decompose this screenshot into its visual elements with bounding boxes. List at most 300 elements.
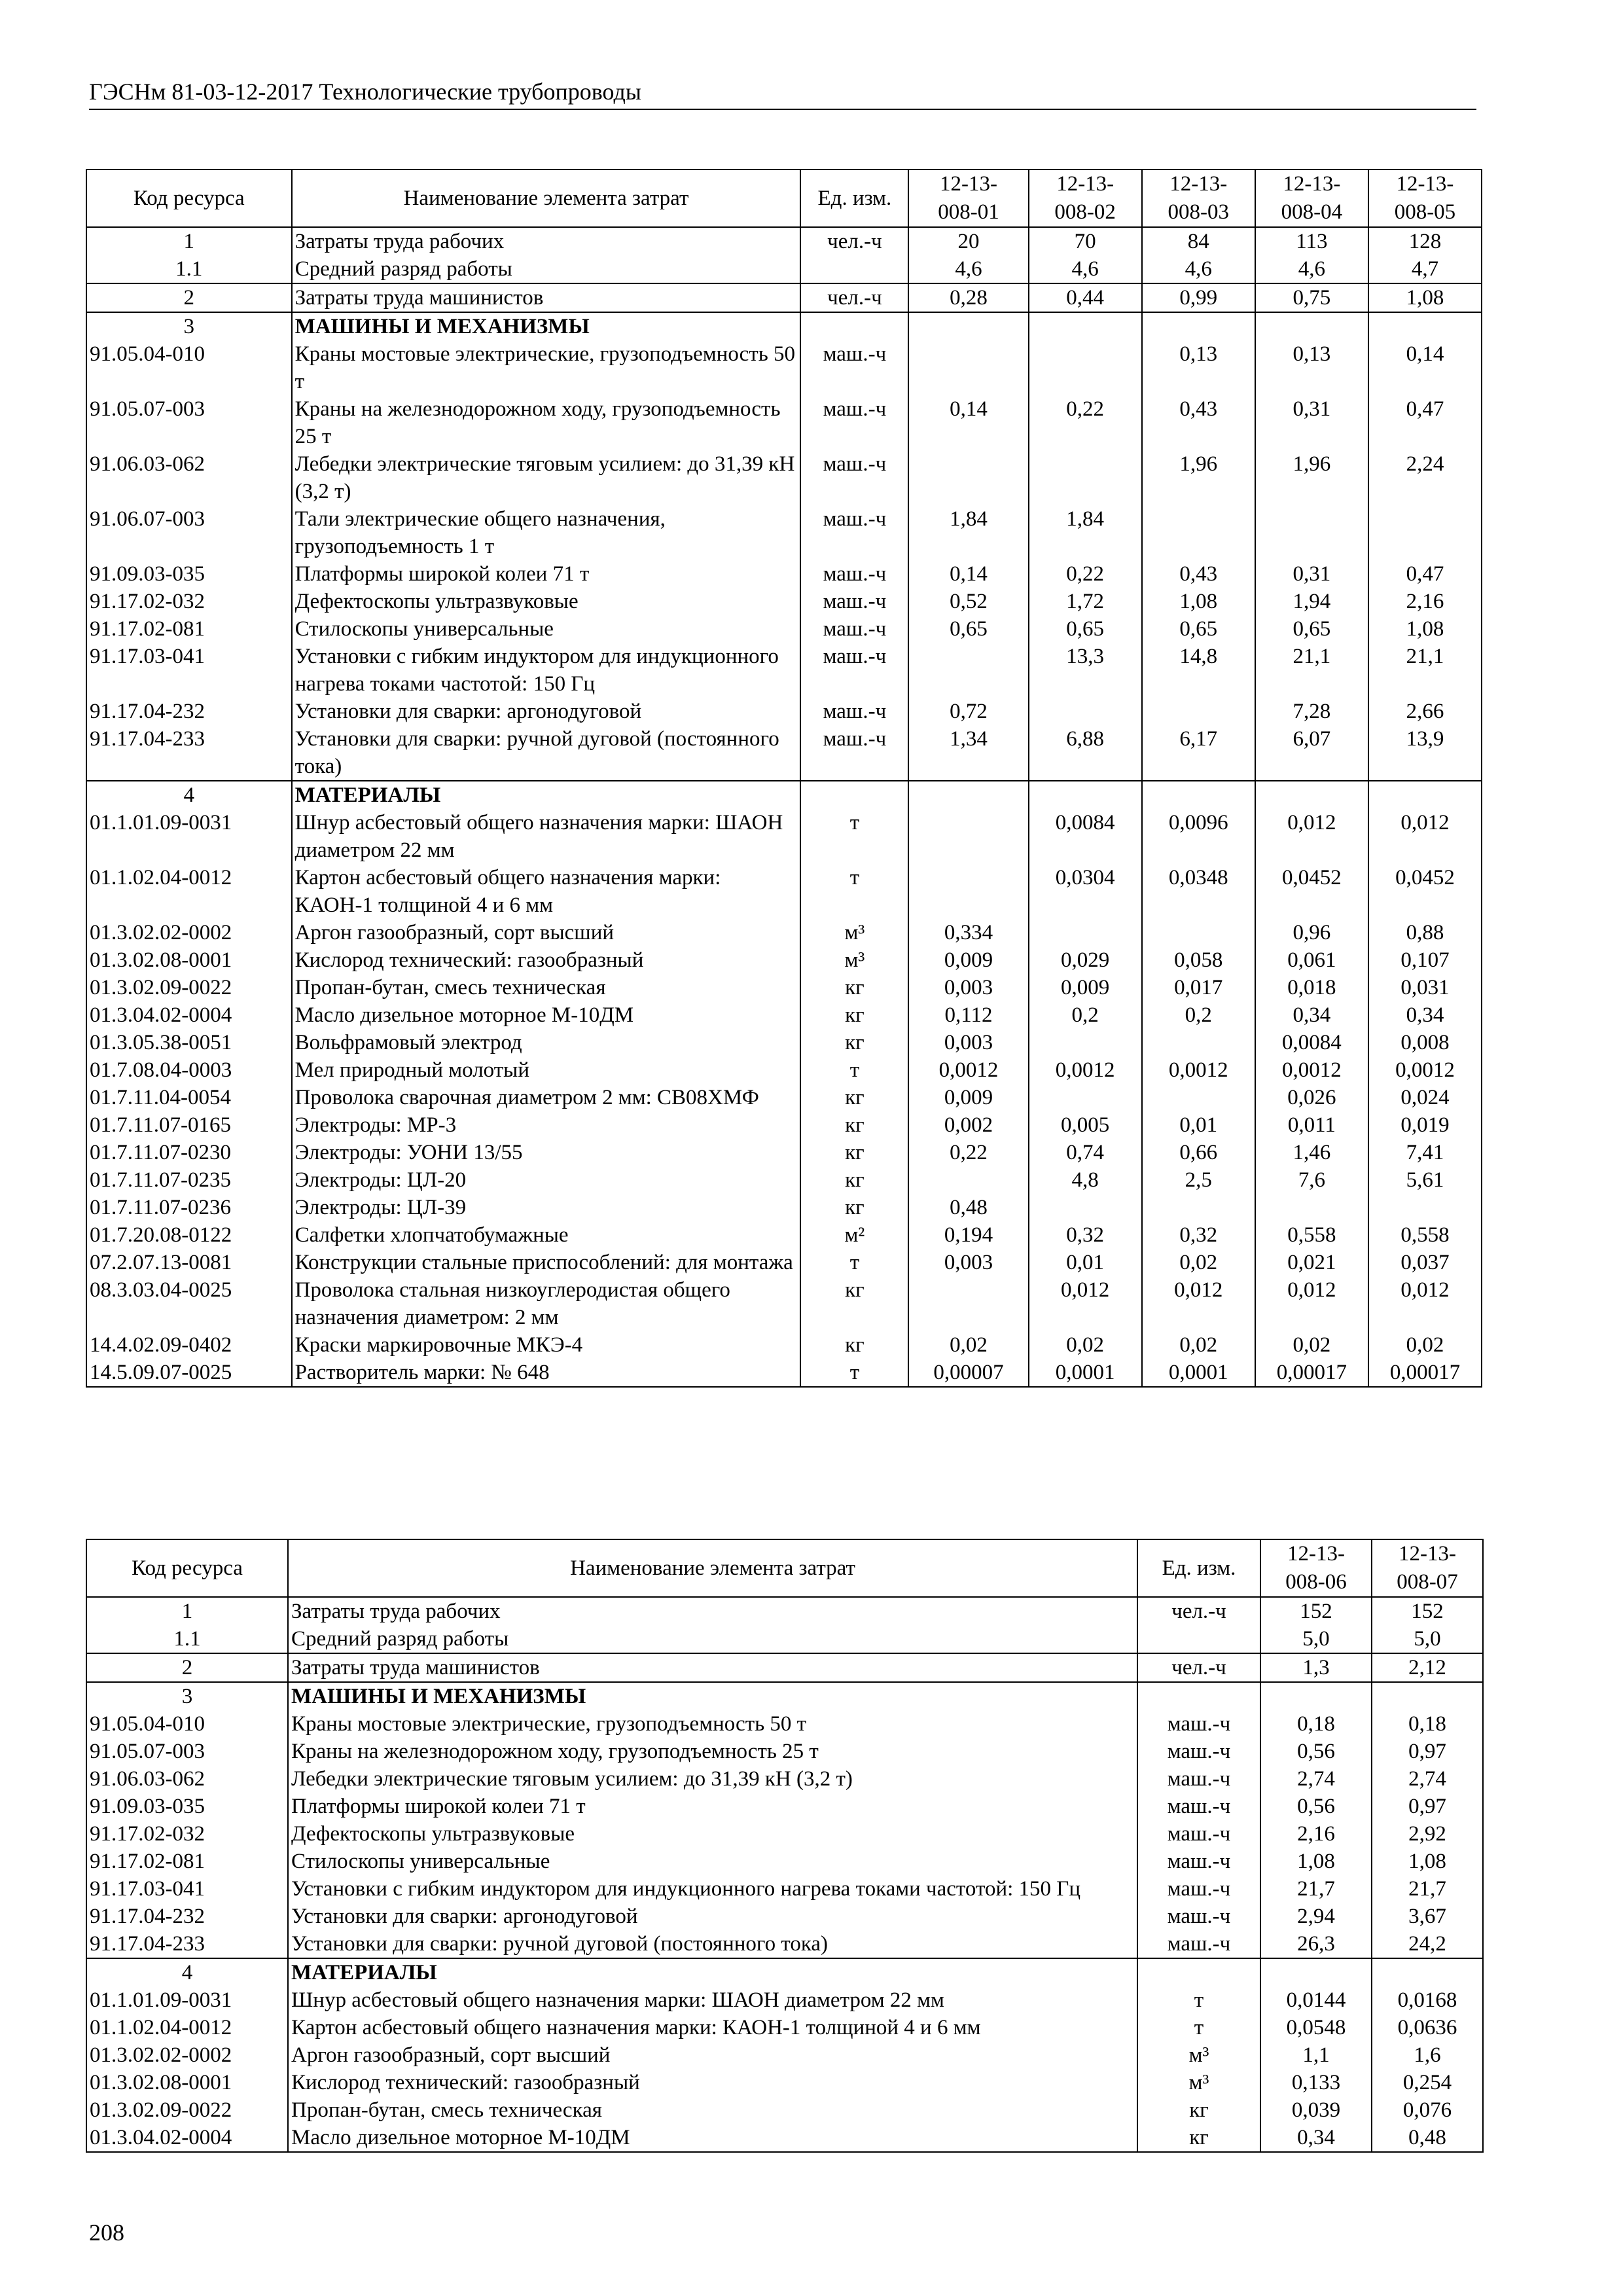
norm-value: 0,96: [1255, 919, 1368, 946]
resource-code: 1.1: [86, 255, 292, 283]
norm-value: 0,0636: [1372, 2014, 1483, 2041]
norm-value: [1255, 1194, 1368, 1221]
cost-element-name: Затраты труда машинистов: [292, 283, 801, 312]
cost-element-name: Мел природный молотый: [292, 1056, 801, 1084]
resource-code: 01.1.02.04-0012: [86, 2014, 288, 2041]
unit: кг: [800, 974, 908, 1001]
norm-value: [1029, 781, 1142, 809]
norm-value: 0,026: [1255, 1084, 1368, 1111]
cost-element-name: Проволока сварочная диаметром 2 мм: СВ08ХМФ: [292, 1084, 801, 1111]
norm-value: 0,47: [1368, 395, 1482, 450]
norm-value: 0,31: [1255, 560, 1368, 588]
cost-element-name: Электроды: МР-3: [292, 1111, 801, 1139]
cost-element-name: Платформы широкой колеи 71 т: [292, 560, 801, 588]
norm-value: 0,029: [1029, 946, 1142, 974]
cost-element-name: Картон асбестовый общего назначения марки: КАОН-1 толщиной 4 и 6 мм: [292, 864, 801, 919]
norm-value: 26,3: [1260, 1930, 1372, 1958]
norm-value: 0,012: [1142, 1276, 1255, 1331]
norm-value: [908, 864, 1028, 919]
norm-value: 0,0084: [1255, 1029, 1368, 1056]
norm-value: 6,07: [1255, 725, 1368, 781]
unit: м³: [800, 919, 908, 946]
unit: кг: [1137, 2096, 1260, 2124]
norm-value: [1368, 781, 1482, 809]
unit: кг: [800, 1331, 908, 1359]
resource-code: 91.06.03-062: [86, 450, 292, 505]
section-row: [86, 1682, 1483, 1710]
norm-value: 70: [1029, 227, 1142, 255]
cost-element-name: Краны мостовые электрические, грузоподъемность 50 т: [292, 340, 801, 395]
norm-value: 0,00017: [1255, 1359, 1368, 1387]
norm-value: 0,13: [1255, 340, 1368, 395]
unit: м³: [1137, 2041, 1260, 2069]
norm-value: 2,66: [1368, 698, 1482, 725]
norm-value: 0,32: [1029, 1221, 1142, 1249]
norm-value: 0,14: [908, 395, 1028, 450]
norm-value: 0,02: [1255, 1331, 1368, 1359]
unit: [800, 781, 908, 809]
resource-code: 91.17.04-232: [86, 698, 292, 725]
resource-code: 91.05.04-010: [86, 340, 292, 395]
resource-code: 91.06.07-003: [86, 505, 292, 560]
norm-value: 0,076: [1372, 2096, 1483, 2124]
unit: кг: [800, 1029, 908, 1056]
col-header-norm: 12-13- 008-07: [1372, 1539, 1483, 1597]
table-row: [86, 946, 1482, 974]
resource-code: 91.05.04-010: [86, 1710, 288, 1738]
col-header-norm: 12-13- 008-06: [1260, 1539, 1372, 1597]
cost-element-name: Стилоскопы универсальные: [292, 615, 801, 643]
resource-code: 91.09.03-035: [86, 1793, 288, 1820]
norm-value: [908, 643, 1028, 698]
resource-code: 01.1.01.09-0031: [86, 1986, 288, 2014]
norm-value: 4,6: [1142, 255, 1255, 283]
norm-value: 0,012: [1029, 1276, 1142, 1331]
unit: кг: [800, 1139, 908, 1166]
norm-value: 0,012: [1255, 809, 1368, 864]
norm-value: 0,009: [908, 1084, 1028, 1111]
resource-code: 91.17.04-232: [86, 1903, 288, 1930]
resource-code: 91.17.02-081: [86, 615, 292, 643]
norm-value: [1029, 698, 1142, 725]
unit: [800, 255, 908, 283]
cost-element-name: МАТЕРИАЛЫ: [288, 1958, 1137, 1986]
norm-value: 0,00007: [908, 1359, 1028, 1387]
cost-element-name: Тали электрические общего назначения, грузоподъемность 1 т: [292, 505, 801, 560]
norm-value: 2,74: [1372, 1765, 1483, 1793]
cost-element-name: Шнур асбестовый общего назначения марки: ШАОН диаметром 22 мм: [292, 809, 801, 864]
norm-value: 0,01: [1029, 1249, 1142, 1276]
table-row: [86, 1249, 1482, 1276]
norm-value: 1,96: [1255, 450, 1368, 505]
resource-code: 01.3.02.02-0002: [86, 2041, 288, 2069]
norm-value: 0,558: [1255, 1221, 1368, 1249]
col-header-name: Наименование элемента затрат: [292, 170, 801, 227]
resource-code: 14.4.02.09-0402: [86, 1331, 292, 1359]
resource-code: 3: [86, 1682, 288, 1710]
cost-element-name: Затраты труда рабочих: [292, 227, 801, 255]
norm-value: 0,14: [908, 560, 1028, 588]
table-row: [86, 919, 1482, 946]
norm-value: 13,3: [1029, 643, 1142, 698]
norm-value: 0,009: [1029, 974, 1142, 1001]
norm-value: 0,48: [1372, 2124, 1483, 2152]
table-row: [86, 2124, 1483, 2152]
norm-value: 0,18: [1260, 1710, 1372, 1738]
table-row: [86, 698, 1482, 725]
norm-value: [1142, 698, 1255, 725]
norm-value: 7,41: [1368, 1139, 1482, 1166]
norm-value: 0,0348: [1142, 864, 1255, 919]
norm-value: 1,08: [1372, 1848, 1483, 1875]
norm-value: 5,0: [1372, 1625, 1483, 1653]
unit: [1137, 1625, 1260, 1653]
norm-value: 0,0548: [1260, 2014, 1372, 2041]
norm-value: 0,72: [908, 698, 1028, 725]
resource-code: 01.7.11.07-0236: [86, 1194, 292, 1221]
table-row: [86, 588, 1482, 615]
norm-value: 21,7: [1372, 1875, 1483, 1903]
resource-code: 01.1.01.09-0031: [86, 809, 292, 864]
norm-value: 0,0168: [1372, 1986, 1483, 2014]
table-row: [86, 1710, 1483, 1738]
norm-value: [908, 781, 1028, 809]
cost-element-name: Картон асбестовый общего назначения марки: КАОН-1 толщиной 4 и 6 мм: [288, 2014, 1137, 2041]
norm-value: 0,47: [1368, 560, 1482, 588]
norm-value: 0,039: [1260, 2096, 1372, 2124]
table-row: [86, 1359, 1482, 1387]
cost-element-name: Конструкции стальные приспособлений: для монтажа: [292, 1249, 801, 1276]
resource-code: 91.17.03-041: [86, 1875, 288, 1903]
norm-value: [908, 312, 1028, 340]
norm-value: [1142, 1084, 1255, 1111]
resource-code: 01.3.05.38-0051: [86, 1029, 292, 1056]
table-row: [86, 1848, 1483, 1875]
cost-element-name: Растворитель марки: № 648: [292, 1359, 801, 1387]
resource-code: 01.7.11.04-0054: [86, 1084, 292, 1111]
norm-value: [1029, 450, 1142, 505]
cost-element-name: Затраты труда рабочих: [288, 1597, 1137, 1625]
table-row: [86, 1765, 1483, 1793]
norm-value: [1029, 1194, 1142, 1221]
norm-value: 0,0084: [1029, 809, 1142, 864]
cost-element-name: Дефектоскопы ультразвуковые: [288, 1820, 1137, 1848]
cost-element-name: Кислород технический: газообразный: [292, 946, 801, 974]
norm-value: [1372, 1682, 1483, 1710]
unit: чел.-ч: [800, 283, 908, 312]
norm-value: [1029, 312, 1142, 340]
unit: м³: [800, 946, 908, 974]
cost-element-name: Пропан-бутан, смесь техническая: [288, 2096, 1137, 2124]
section-row: [86, 283, 1482, 312]
resource-code: 91.05.07-003: [86, 395, 292, 450]
norm-value: 0,012: [1255, 1276, 1368, 1331]
resource-code: 1: [86, 1597, 288, 1625]
norm-value: [1368, 312, 1482, 340]
norm-value: 0,008: [1368, 1029, 1482, 1056]
norm-value: 0,22: [1029, 395, 1142, 450]
norm-value: 1,94: [1255, 588, 1368, 615]
norm-value: 0,97: [1372, 1738, 1483, 1765]
cost-element-name: Краны на железнодорожном ходу, грузоподъемность 25 т: [288, 1738, 1137, 1765]
table-row: [86, 395, 1482, 450]
table-row: [86, 1331, 1482, 1359]
cost-element-name: Электроды: УОНИ 13/55: [292, 1139, 801, 1166]
unit: т: [800, 809, 908, 864]
unit: маш.-ч: [800, 340, 908, 395]
cost-element-name: Установки для сварки: ручной дуговой (постоянного тока): [292, 725, 801, 781]
norm-value: 0,97: [1372, 1793, 1483, 1820]
col-header-name: Наименование элемента затрат: [288, 1539, 1137, 1597]
cost-element-name: Вольфрамовый электрод: [292, 1029, 801, 1056]
norm-value: 0,002: [908, 1111, 1028, 1139]
table-row: [86, 450, 1482, 505]
resource-code: 01.7.20.08-0122: [86, 1221, 292, 1249]
section-row: [86, 312, 1482, 340]
norm-value: 0,56: [1260, 1738, 1372, 1765]
cost-element-name: Лебедки электрические тяговым усилием: до 31,39 кН (3,2 т): [288, 1765, 1137, 1793]
norm-value: 0,32: [1142, 1221, 1255, 1249]
unit: маш.-ч: [800, 725, 908, 781]
resource-code: 01.3.04.02-0004: [86, 2124, 288, 2152]
resource-code: 91.05.07-003: [86, 1738, 288, 1765]
norm-value: 1,3: [1260, 1653, 1372, 1682]
norm-value: 2,74: [1260, 1765, 1372, 1793]
unit: чел.-ч: [1137, 1597, 1260, 1625]
norm-value: 0,31: [1255, 395, 1368, 450]
norm-value: 0,0001: [1142, 1359, 1255, 1387]
table-row: [86, 1084, 1482, 1111]
norm-value: 0,65: [1255, 615, 1368, 643]
unit: маш.-ч: [1137, 1875, 1260, 1903]
cost-element-name: Краски маркировочные МКЭ-4: [292, 1331, 801, 1359]
resource-code: 1.1: [86, 1625, 288, 1653]
resource-code: 01.7.11.07-0235: [86, 1166, 292, 1194]
norm-value: 0,65: [908, 615, 1028, 643]
header-row: [86, 1539, 1483, 1597]
cost-element-name: Дефектоскопы ультразвуковые: [292, 588, 801, 615]
norm-value: 1,84: [1029, 505, 1142, 560]
table-row: [86, 255, 1482, 283]
unit: маш.-ч: [800, 560, 908, 588]
norm-value: 0,99: [1142, 283, 1255, 312]
cost-element-name: Проволока стальная низкоуглеродистая общего назначения диаметром: 2 мм: [292, 1276, 801, 1331]
norm-value: 2,94: [1260, 1903, 1372, 1930]
resource-code: 08.3.03.04-0025: [86, 1276, 292, 1331]
resource-code: 91.06.03-062: [86, 1765, 288, 1793]
cost-element-name: Установки для сварки: аргонодуговой: [292, 698, 801, 725]
norm-value: 1,6: [1372, 2041, 1483, 2069]
resource-code: 2: [86, 1653, 288, 1682]
norm-value: [908, 450, 1028, 505]
norm-value: 14,8: [1142, 643, 1255, 698]
norm-value: 4,6: [908, 255, 1028, 283]
table-row: [86, 1820, 1483, 1848]
norm-value: 0,012: [1368, 1276, 1482, 1331]
table-row: [86, 615, 1482, 643]
cost-element-name: Аргон газообразный, сорт высший: [288, 2041, 1137, 2069]
norm-value: 24,2: [1372, 1930, 1483, 1958]
resource-code: 4: [86, 1958, 288, 1986]
norm-value: [1029, 340, 1142, 395]
cost-element-name: Установки для сварки: ручной дуговой (постоянного тока): [288, 1930, 1137, 1958]
resource-code: 01.3.02.09-0022: [86, 974, 292, 1001]
norm-value: 1,08: [1368, 283, 1482, 312]
norm-value: 0,34: [1368, 1001, 1482, 1029]
norm-value: 0,34: [1255, 1001, 1368, 1029]
unit: маш.-ч: [800, 698, 908, 725]
cost-element-name: Затраты труда машинистов: [288, 1653, 1137, 1682]
norm-value: 0,0304: [1029, 864, 1142, 919]
norm-value: 0,061: [1255, 946, 1368, 974]
norm-value: 0,003: [908, 974, 1028, 1001]
norm-value: 0,009: [908, 946, 1028, 974]
norm-value: [1029, 919, 1142, 946]
norm-value: 0,334: [908, 919, 1028, 946]
norm-value: 0,28: [908, 283, 1028, 312]
resource-code: 1: [86, 227, 292, 255]
norm-value: 152: [1372, 1597, 1483, 1625]
norm-value: 0,011: [1255, 1111, 1368, 1139]
norm-value: 0,0012: [1368, 1056, 1482, 1084]
cost-element-name: Платформы широкой колеи 71 т: [288, 1793, 1137, 1820]
unit: маш.-ч: [800, 505, 908, 560]
unit: м²: [800, 1221, 908, 1249]
unit: маш.-ч: [1137, 1903, 1260, 1930]
norm-value: 0,22: [908, 1139, 1028, 1166]
norm-value: [1368, 505, 1482, 560]
norm-value: [908, 809, 1028, 864]
norm-value: 0,02: [1142, 1249, 1255, 1276]
resource-table-1: [86, 169, 1482, 1388]
cost-element-name: МАШИНЫ И МЕХАНИЗМЫ: [288, 1682, 1137, 1710]
norm-value: [908, 1166, 1028, 1194]
unit: м³: [1137, 2069, 1260, 2096]
unit: кг: [800, 1111, 908, 1139]
norm-value: 4,6: [1255, 255, 1368, 283]
unit: кг: [800, 1084, 908, 1111]
table-row: [86, 2069, 1483, 2096]
norm-value: 0,021: [1255, 1249, 1368, 1276]
norm-value: 6,88: [1029, 725, 1142, 781]
unit: маш.-ч: [1137, 1710, 1260, 1738]
norm-value: 0,133: [1260, 2069, 1372, 2096]
norm-value: 1,96: [1142, 450, 1255, 505]
norm-value: 2,92: [1372, 1820, 1483, 1848]
norm-value: 0,88: [1368, 919, 1482, 946]
norm-value: 7,28: [1255, 698, 1368, 725]
norm-value: 0,024: [1368, 1084, 1482, 1111]
norm-value: 0,65: [1142, 615, 1255, 643]
norm-value: [1029, 1084, 1142, 1111]
norm-value: 0,003: [908, 1029, 1028, 1056]
norm-value: [1142, 919, 1255, 946]
norm-value: 0,0452: [1368, 864, 1482, 919]
table-row: [86, 1930, 1483, 1958]
table-row: [86, 1738, 1483, 1765]
resource-code: 91.17.04-233: [86, 1930, 288, 1958]
norm-value: 21,7: [1260, 1875, 1372, 1903]
norm-value: 0,003: [908, 1249, 1028, 1276]
running-header: ГЭСНм 81-03-12-2017 Технологические трубопроводы: [89, 77, 1476, 110]
cost-element-name: Лебедки электрические тяговым усилием: до 31,39 кН (3,2 т): [292, 450, 801, 505]
norm-value: 2,24: [1368, 450, 1482, 505]
norm-value: 0,43: [1142, 395, 1255, 450]
norm-value: 0,66: [1142, 1139, 1255, 1166]
section-row: [86, 1653, 1483, 1682]
resource-code: 01.7.11.07-0230: [86, 1139, 292, 1166]
table-row: [86, 725, 1482, 781]
norm-value: [1142, 781, 1255, 809]
norm-value: 0,65: [1029, 615, 1142, 643]
norm-value: [1255, 312, 1368, 340]
norm-value: 0,558: [1368, 1221, 1482, 1249]
norm-value: 0,2: [1142, 1001, 1255, 1029]
col-header-norm: 12-13- 008-03: [1142, 170, 1255, 227]
norm-value: 7,6: [1255, 1166, 1368, 1194]
norm-value: 1,1: [1260, 2041, 1372, 2069]
unit: т: [1137, 2014, 1260, 2041]
cost-element-name: Средний разряд работы: [292, 255, 801, 283]
norm-value: 0,012: [1368, 809, 1482, 864]
resource-code: 91.09.03-035: [86, 560, 292, 588]
norm-value: [908, 1276, 1028, 1331]
norm-value: 0,112: [908, 1001, 1028, 1029]
norm-value: 152: [1260, 1597, 1372, 1625]
cost-element-name: Средний разряд работы: [288, 1625, 1137, 1653]
unit: маш.-ч: [800, 588, 908, 615]
norm-value: 2,12: [1372, 1653, 1483, 1682]
norm-value: 0,18: [1372, 1710, 1483, 1738]
norm-value: 0,52: [908, 588, 1028, 615]
norm-value: 0,14: [1368, 340, 1482, 395]
norm-value: 0,2: [1029, 1001, 1142, 1029]
table-row: [86, 1875, 1483, 1903]
norm-value: 6,17: [1142, 725, 1255, 781]
resource-code: 01.7.11.07-0165: [86, 1111, 292, 1139]
unit: маш.-ч: [800, 643, 908, 698]
norm-value: 21,1: [1255, 643, 1368, 698]
col-header-unit: Ед. изм.: [1137, 1539, 1260, 1597]
unit: маш.-ч: [800, 450, 908, 505]
table-row: [86, 2096, 1483, 2124]
norm-value: [1368, 1194, 1482, 1221]
unit: кг: [1137, 2124, 1260, 2152]
norm-value: 0,005: [1029, 1111, 1142, 1139]
table-row: [86, 1625, 1483, 1653]
table-row: [86, 2041, 1483, 2069]
norm-value: 2,5: [1142, 1166, 1255, 1194]
norm-value: [1255, 505, 1368, 560]
norm-value: 0,13: [1142, 340, 1255, 395]
norm-value: 0,0144: [1260, 1986, 1372, 2014]
unit: маш.-ч: [1137, 1738, 1260, 1765]
norm-value: 84: [1142, 227, 1255, 255]
col-header-norm: 12-13- 008-01: [908, 170, 1028, 227]
col-header-norm: 12-13- 008-02: [1029, 170, 1142, 227]
cost-element-name: Кислород технический: газообразный: [288, 2069, 1137, 2096]
norm-value: 0,74: [1029, 1139, 1142, 1166]
cost-element-name: Установки для сварки: аргонодуговой: [288, 1903, 1137, 1930]
unit: маш.-ч: [1137, 1793, 1260, 1820]
resource-code: 91.17.03-041: [86, 643, 292, 698]
norm-value: [1260, 1958, 1372, 1986]
header-row: [86, 170, 1482, 227]
norm-value: 0,019: [1368, 1111, 1482, 1139]
table-row: [86, 1056, 1482, 1084]
cost-element-name: Стилоскопы универсальные: [288, 1848, 1137, 1875]
norm-value: 0,02: [1142, 1331, 1255, 1359]
